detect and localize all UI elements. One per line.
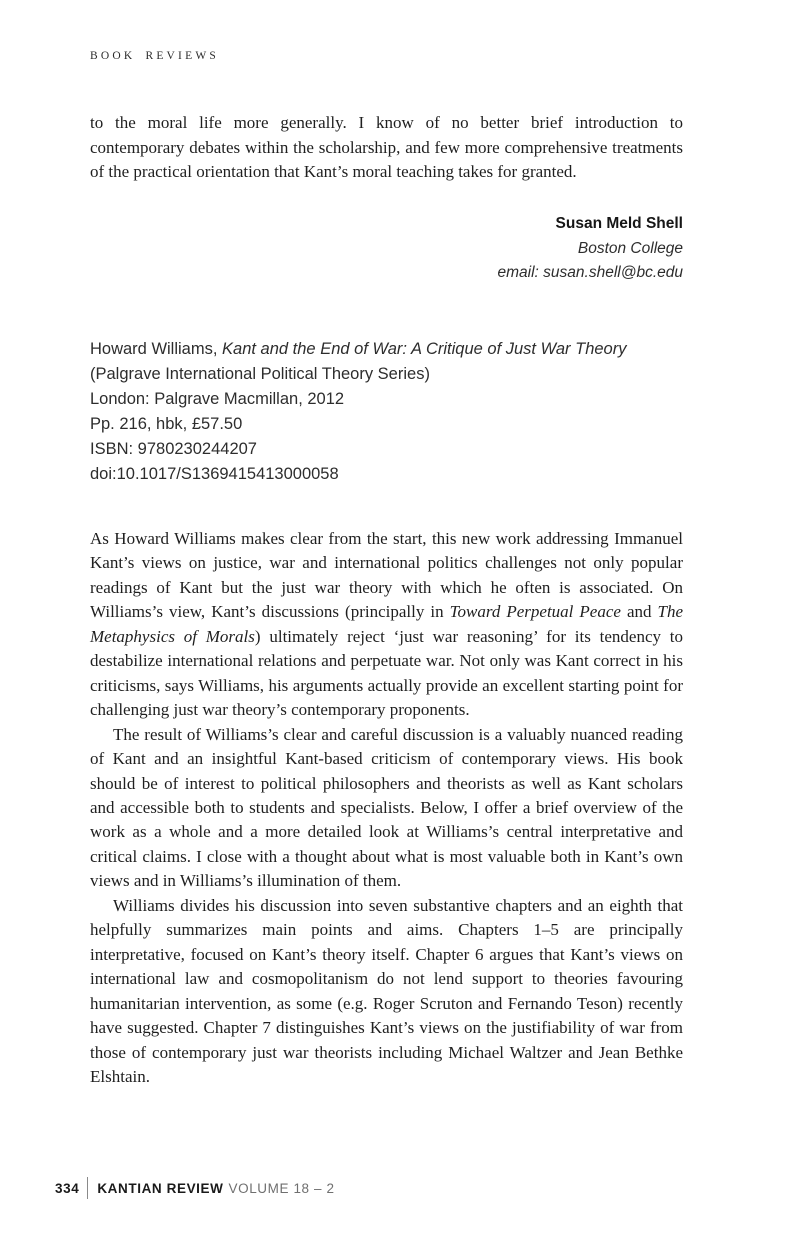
book-doi: doi:10.1017/S1369415413000058 [90, 465, 339, 483]
journal-name: KANTIAN REVIEW [97, 1180, 224, 1196]
review-body [90, 527, 683, 1089]
book-title-inline: Toward Perpetual Peace [449, 602, 621, 622]
paragraph-text: and [620, 602, 658, 622]
reviewer-signoff [90, 212, 683, 286]
book-title-inline: The Metaphysics of Morals [90, 602, 684, 646]
reviewer-email: email: susan.shell@bc.edu [497, 264, 683, 281]
previous-review-closing-paragraph: to the moral life more generally. I know of no better brief introduction to contemporary debates within the scholarship, and few more comprehensive treatments of the practical orientation that Kant’s moral teaching takes for granted. [90, 113, 683, 181]
running-head: BOOK REVIEWS [90, 50, 219, 62]
book-author: Howard Williams, [90, 340, 223, 358]
page-number: 334 [55, 1180, 80, 1196]
book-pages-price: Pp. 216, hbk, £57.50 [90, 415, 243, 433]
paragraph-text: Williams divides his discussion into seven substantive chapters and an eighth that helpfully summarizes main points and aims. Chapters 1–5 are principally interpretative, focused on Kant’s theory itself. Chapter 6 argues that Kant’s views on international law and cosmopolitanism do not lend support to theories favouring humanitarian intervention, as some (e.g. Roger Scruton and Fernando Teson) recently have suggested. Chapter 7 distinguishes Kant’s views on the justifiability of war from those of contemporary just war theorists including Michael Waltzer and Jean Bethke Elshtain. [90, 895, 683, 1086]
citation-title-line [90, 337, 690, 362]
review-paragraph [90, 527, 683, 723]
reviewer-name: Susan Meld Shell [555, 215, 683, 232]
book-series: (Palgrave International Political Theory Series) [90, 365, 430, 383]
book-citation [90, 337, 690, 487]
reviewer-affiliation: Boston College [577, 239, 683, 257]
review-paragraph [90, 723, 683, 894]
footer-divider [87, 1177, 88, 1199]
book-title: Kant and the End of War: A Critique of Just War Theory [222, 340, 627, 358]
paragraph-text: As Howard Williams makes clear from the start, this new work addressing Immanuel Kant’s views on justice, war and international politics challenges not only popular readings of Kant but the just war theory with which he often is associated. On Williams’s view, Kant’s discussions (principally in [90, 529, 683, 622]
book-isbn: ISBN: 9780230244207 [90, 440, 257, 458]
book-publisher: London: Palgrave Macmillan, 2012 [90, 390, 345, 408]
review-paragraph [90, 894, 683, 1090]
paragraph-text: The result of Williams’s clear and careful discussion is a valuably nuanced reading of Kant and an insightful Kant-based criticism of contemporary views. His book should be of interest to political philosophers and theorists as well as Kant scholars and accessible both to students and specialists. Below, I offer a brief overview of the work as a whole and a more detailed look at Williams’s central interpretative and critical claims. I close with a thought about what is most valuable both in Kant’s own views and in Williams’s illumination of them. [90, 724, 683, 891]
page-footer [55, 1176, 335, 1200]
paragraph-text: ) ultimately reject ‘just war reasoning’ for its tendency to destabilize international relations and perpetuate war. Not only was Kant correct in his criticisms, says Williams, his arguments actually provide an excellent starting point for challenging just war theory’s contemporary proponents. [90, 626, 683, 720]
volume-info: VOLUME 18 – 2 [228, 1180, 335, 1196]
